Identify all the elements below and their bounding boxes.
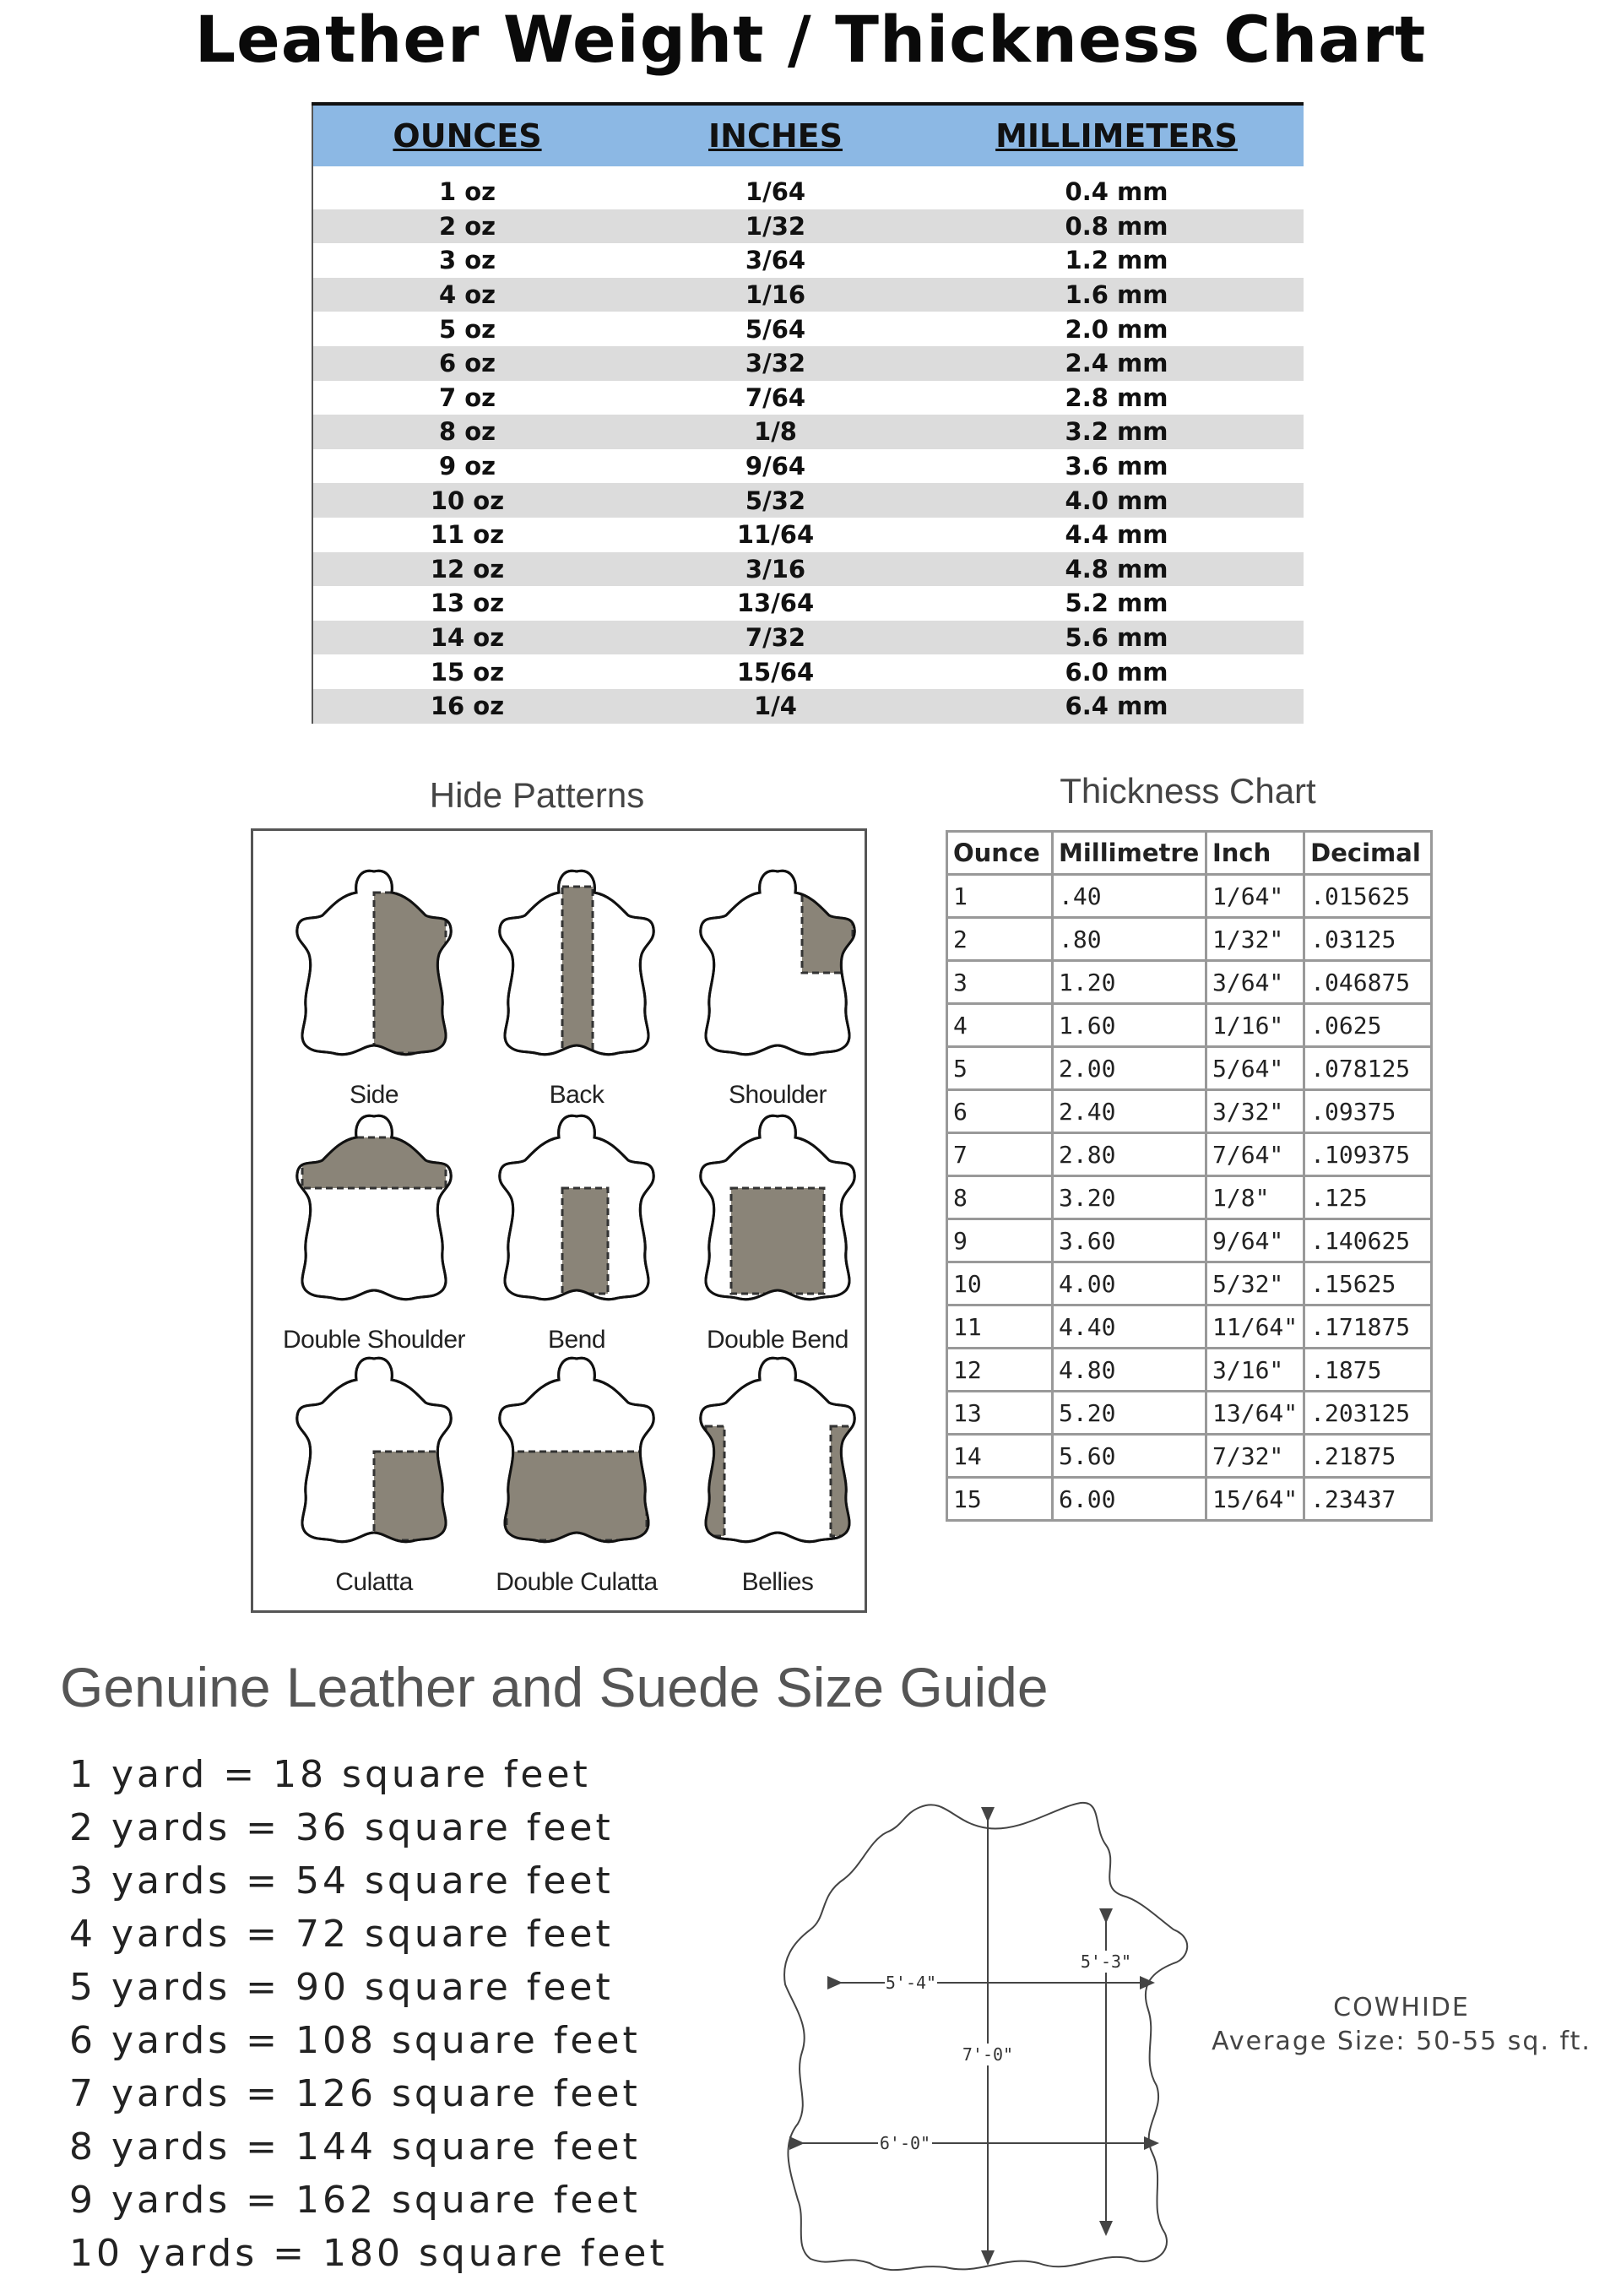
table-row xyxy=(312,175,1304,209)
cell-inches: 11/64 xyxy=(736,520,815,550)
table-row xyxy=(947,1435,1432,1478)
hide-icon xyxy=(675,1342,880,1561)
cell-ounces: 13 oz xyxy=(430,589,505,618)
cell-millimeters: 0.4 mm xyxy=(1065,177,1168,207)
table-row xyxy=(947,1392,1432,1435)
table-row xyxy=(312,621,1304,655)
cell-inches: 1/4 xyxy=(621,689,930,724)
cell-inch: 1/8" xyxy=(1206,1176,1304,1219)
cell-decimal: .171875 xyxy=(1304,1305,1432,1349)
hide-patterns-title: Hide Patterns xyxy=(429,775,645,815)
table-row xyxy=(312,518,1304,552)
cell-millimetre: 5.60 xyxy=(1053,1435,1206,1478)
spacer-row xyxy=(312,166,1304,175)
table-row xyxy=(312,346,1304,381)
col-header-decimal: Decimal xyxy=(1304,832,1432,875)
col-header-millimeters: MILLIMETERS xyxy=(930,104,1304,166)
cell-ounce: 7 xyxy=(947,1133,1053,1176)
cell-inches: 13/64 xyxy=(736,589,815,618)
cell-ounce: 13 xyxy=(947,1392,1053,1435)
table-row xyxy=(312,654,1304,689)
cell-inches: 7/64 xyxy=(745,383,806,412)
cell-millimetre: 2.00 xyxy=(1053,1047,1206,1090)
hide-pattern-label: Double Culatta xyxy=(496,1568,658,1596)
size-guide-item: 4 yards = 72 square feet xyxy=(69,1913,614,1956)
cell-inches: 3/16 xyxy=(621,552,930,587)
table-row xyxy=(312,381,1304,415)
cowhide-diagram xyxy=(777,1790,1216,2284)
cell-inch: 3/16" xyxy=(1206,1349,1304,1392)
cell-millimetre: 4.80 xyxy=(1053,1349,1206,1392)
weight-thickness-table xyxy=(312,102,1304,724)
cell-inch: 5/64" xyxy=(1206,1047,1304,1090)
cell-ounce: 15 xyxy=(947,1478,1053,1521)
dim-side-label: 5'-3" xyxy=(1080,1951,1132,1972)
table-row xyxy=(312,278,1304,312)
cell-millimeters: 1.2 mm xyxy=(1065,246,1168,275)
cell-ounce: 14 xyxy=(947,1435,1053,1478)
hide-pattern-back xyxy=(474,855,679,1109)
cell-inch: 3/64" xyxy=(1206,961,1304,1004)
cell-inch: 5/32" xyxy=(1206,1262,1304,1305)
table-row xyxy=(312,552,1304,587)
cell-decimal: .046875 xyxy=(1304,961,1432,1004)
cell-ounce: 2 xyxy=(947,918,1053,961)
cell-millimeters: 4.8 mm xyxy=(930,552,1304,587)
cell-ounces: 1 oz xyxy=(438,177,496,207)
hide-pattern-bellies xyxy=(675,1342,880,1596)
cell-inches: 1/64 xyxy=(745,177,806,207)
cell-ounces: 5 oz xyxy=(438,314,496,344)
hide-icon xyxy=(474,1099,679,1319)
hide-pattern-label: Double Bend xyxy=(707,1326,848,1354)
cell-ounces: 11 oz xyxy=(430,520,505,550)
cell-decimal: .125 xyxy=(1304,1176,1432,1219)
size-guide-list xyxy=(69,1748,668,2280)
hide-pattern-double-bend xyxy=(675,1099,880,1354)
cell-inch: 7/64" xyxy=(1206,1133,1304,1176)
hide-icon xyxy=(675,1099,880,1319)
table-row xyxy=(947,1047,1432,1090)
hide-pattern-label: Back xyxy=(549,1081,604,1109)
cell-millimetre: 3.60 xyxy=(1053,1219,1206,1262)
cell-decimal: .1875 xyxy=(1304,1349,1432,1392)
hide-icon xyxy=(675,855,880,1074)
cell-inch: 13/64" xyxy=(1206,1392,1304,1435)
hide-pattern-shoulder xyxy=(675,855,880,1109)
cell-ounces: 15 oz xyxy=(430,657,505,687)
hide-pattern-bend xyxy=(474,1099,679,1354)
table-row xyxy=(312,689,1304,724)
size-guide-item: 2 yards = 36 square feet xyxy=(69,1806,614,1849)
cell-ounces: 14 oz xyxy=(312,621,621,655)
cell-millimeters: 6.4 mm xyxy=(930,689,1304,724)
cell-millimeters: 3.2 mm xyxy=(930,415,1304,449)
table-row xyxy=(312,449,1304,484)
cell-ounces: 3 oz xyxy=(438,246,496,275)
hide-icon xyxy=(272,1342,476,1561)
cell-ounces: 16 oz xyxy=(312,689,621,724)
cell-decimal: .109375 xyxy=(1304,1133,1432,1176)
size-guide-item: 1 yard = 18 square feet xyxy=(69,1753,591,1796)
col-header-inches: INCHES xyxy=(621,104,930,166)
cell-millimeters: 4.4 mm xyxy=(1065,520,1168,550)
size-guide-item: 7 yards = 126 square feet xyxy=(69,2072,641,2115)
cell-decimal: .03125 xyxy=(1304,918,1432,961)
cell-decimal: .09375 xyxy=(1304,1090,1432,1133)
cell-inch: 3/32" xyxy=(1206,1090,1304,1133)
cell-millimeters: 4.0 mm xyxy=(930,483,1304,518)
cell-millimetre: 2.80 xyxy=(1053,1133,1206,1176)
size-guide-title: Genuine Leather and Suede Size Guide xyxy=(60,1656,1049,1718)
cell-ounces: 7 oz xyxy=(438,383,496,412)
table-row xyxy=(947,1305,1432,1349)
table-row xyxy=(947,1262,1432,1305)
table-row xyxy=(312,312,1304,346)
table-row xyxy=(312,243,1304,278)
dim-length-label: 7'-0" xyxy=(962,2044,1014,2065)
thickness-chart-title: Thickness Chart xyxy=(1060,771,1316,811)
cell-millimetre: 1.20 xyxy=(1053,961,1206,1004)
cell-millimetre: 2.40 xyxy=(1053,1090,1206,1133)
size-guide-item: 3 yards = 54 square feet xyxy=(69,1859,614,1902)
cowhide-outline xyxy=(784,1803,1187,2270)
table-header-row xyxy=(947,832,1432,875)
hide-pattern-label: Shoulder xyxy=(728,1081,827,1109)
table-row xyxy=(947,918,1432,961)
hide-icon xyxy=(474,855,679,1074)
cell-millimeters: 2.0 mm xyxy=(1065,314,1168,344)
cell-ounce: 8 xyxy=(947,1176,1053,1219)
cell-millimetre: .40 xyxy=(1053,875,1206,918)
cell-decimal: .15625 xyxy=(1304,1262,1432,1305)
table-row xyxy=(312,209,1304,244)
cell-ounces: 8 oz xyxy=(312,415,621,449)
cell-inch: 15/64" xyxy=(1206,1478,1304,1521)
table-row xyxy=(947,1219,1432,1262)
cell-ounce: 6 xyxy=(947,1090,1053,1133)
cell-millimeters: 5.2 mm xyxy=(1065,589,1168,618)
cell-inch: 1/32" xyxy=(1206,918,1304,961)
table-header-row xyxy=(312,104,1304,166)
cell-decimal: .21875 xyxy=(1304,1435,1432,1478)
size-guide-item: 9 yards = 162 square feet xyxy=(69,2179,641,2222)
table-row xyxy=(947,875,1432,918)
cell-inches: 7/32 xyxy=(621,621,930,655)
cell-millimeters: 2.4 mm xyxy=(930,346,1304,381)
cell-millimetre: 3.20 xyxy=(1053,1176,1206,1219)
cell-inches: 5/32 xyxy=(621,483,930,518)
cell-inches: 5/64 xyxy=(745,314,806,344)
cell-ounces: 2 oz xyxy=(312,209,621,244)
cowhide-average-size: Average Size: 50-55 sq. ft. xyxy=(1212,2027,1591,2056)
cell-millimeters: 2.8 mm xyxy=(1065,383,1168,412)
hide-pattern-label: Double Shoulder xyxy=(283,1326,465,1354)
hide-pattern-label: Culatta xyxy=(335,1568,413,1596)
cell-ounce: 9 xyxy=(947,1219,1053,1262)
cowhide-label: COWHIDE xyxy=(1333,1993,1470,2022)
table-row xyxy=(947,1133,1432,1176)
cell-ounces: 6 oz xyxy=(312,346,621,381)
col-header-ounces: OUNCES xyxy=(312,104,621,166)
dim-shoulder-label: 5'-4" xyxy=(885,1973,937,1993)
cell-decimal: .015625 xyxy=(1304,875,1432,918)
hide-icon xyxy=(272,855,476,1074)
cell-ounce: 11 xyxy=(947,1305,1053,1349)
cell-ounce: 4 xyxy=(947,1004,1053,1047)
cell-ounces: 9 oz xyxy=(438,452,496,481)
cell-inches: 1/32 xyxy=(621,209,930,244)
cell-ounce: 5 xyxy=(947,1047,1053,1090)
cell-decimal: .0625 xyxy=(1304,1004,1432,1047)
hide-pattern-label: Bend xyxy=(547,1326,606,1354)
table-row xyxy=(947,1478,1432,1521)
cell-inches: 9/64 xyxy=(745,452,806,481)
size-guide-item: 10 yards = 180 square feet xyxy=(69,2232,668,2275)
table-row xyxy=(312,415,1304,449)
cell-decimal: .140625 xyxy=(1304,1219,1432,1262)
hide-icon xyxy=(474,1342,679,1561)
table-row xyxy=(947,1004,1432,1047)
table-row xyxy=(947,1090,1432,1133)
col-header-millimetre: Millimetre xyxy=(1053,832,1206,875)
cell-ounces: 4 oz xyxy=(312,278,621,312)
cell-millimetre: 1.60 xyxy=(1053,1004,1206,1047)
cell-millimeters: 5.6 mm xyxy=(930,621,1304,655)
table-row xyxy=(947,961,1432,1004)
cell-inches: 1/8 xyxy=(621,415,930,449)
cell-ounce: 12 xyxy=(947,1349,1053,1392)
cell-ounces: 10 oz xyxy=(312,483,621,518)
cell-inch: 1/64" xyxy=(1206,875,1304,918)
hide-pattern-side xyxy=(272,855,476,1109)
cell-ounces: 12 oz xyxy=(312,552,621,587)
cell-decimal: .203125 xyxy=(1304,1392,1432,1435)
cell-millimeters: 1.6 mm xyxy=(930,278,1304,312)
cell-millimeters: 0.8 mm xyxy=(930,209,1304,244)
cell-ounce: 3 xyxy=(947,961,1053,1004)
weight-table-body xyxy=(312,166,1304,724)
col-header-ounce: Ounce xyxy=(947,832,1053,875)
cell-decimal: .078125 xyxy=(1304,1047,1432,1090)
cell-millimeters: 3.6 mm xyxy=(1065,452,1168,481)
cell-ounce: 1 xyxy=(947,875,1053,918)
table-row xyxy=(947,1176,1432,1219)
size-guide-item: 5 yards = 90 square feet xyxy=(69,1966,614,2009)
size-guide-item: 6 yards = 108 square feet xyxy=(69,2019,641,2062)
cell-inch: 9/64" xyxy=(1206,1219,1304,1262)
cell-millimetre: .80 xyxy=(1053,918,1206,961)
table-row xyxy=(947,1349,1432,1392)
cell-inches: 1/16 xyxy=(621,278,930,312)
dim-belly-label: 6'-0" xyxy=(879,2133,931,2153)
table-row xyxy=(312,586,1304,621)
cell-millimetre: 6.00 xyxy=(1053,1478,1206,1521)
cell-inch: 1/16" xyxy=(1206,1004,1304,1047)
hide-pattern-label: Side xyxy=(349,1081,399,1109)
thickness-table-body xyxy=(947,875,1432,1521)
cell-ounce: 10 xyxy=(947,1262,1053,1305)
cell-inches: 15/64 xyxy=(736,657,815,687)
hide-pattern-culatta xyxy=(272,1342,476,1596)
cell-inch: 11/64" xyxy=(1206,1305,1304,1349)
hide-patterns-panel xyxy=(251,828,867,1613)
page-title: Leather Weight / Thickness Chart xyxy=(194,2,1427,77)
cell-millimeters: 6.0 mm xyxy=(1065,657,1168,687)
hide-icon xyxy=(272,1099,476,1319)
cowhide-caption xyxy=(1190,1991,1613,2059)
cell-millimetre: 5.20 xyxy=(1053,1392,1206,1435)
size-guide-item: 8 yards = 144 square feet xyxy=(69,2125,641,2168)
cell-inch: 7/32" xyxy=(1206,1435,1304,1478)
table-row xyxy=(312,483,1304,518)
cell-millimetre: 4.00 xyxy=(1053,1262,1206,1305)
cell-decimal: .23437 xyxy=(1304,1478,1432,1521)
thickness-table xyxy=(946,830,1433,1522)
cell-inches: 3/32 xyxy=(621,346,930,381)
hide-pattern-label: Bellies xyxy=(741,1568,814,1596)
cell-inches: 3/64 xyxy=(745,246,806,275)
col-header-inch: Inch xyxy=(1206,832,1304,875)
hide-pattern-double-culatta xyxy=(474,1342,679,1596)
hide-pattern-double-shoulder xyxy=(272,1099,476,1354)
cell-millimetre: 4.40 xyxy=(1053,1305,1206,1349)
